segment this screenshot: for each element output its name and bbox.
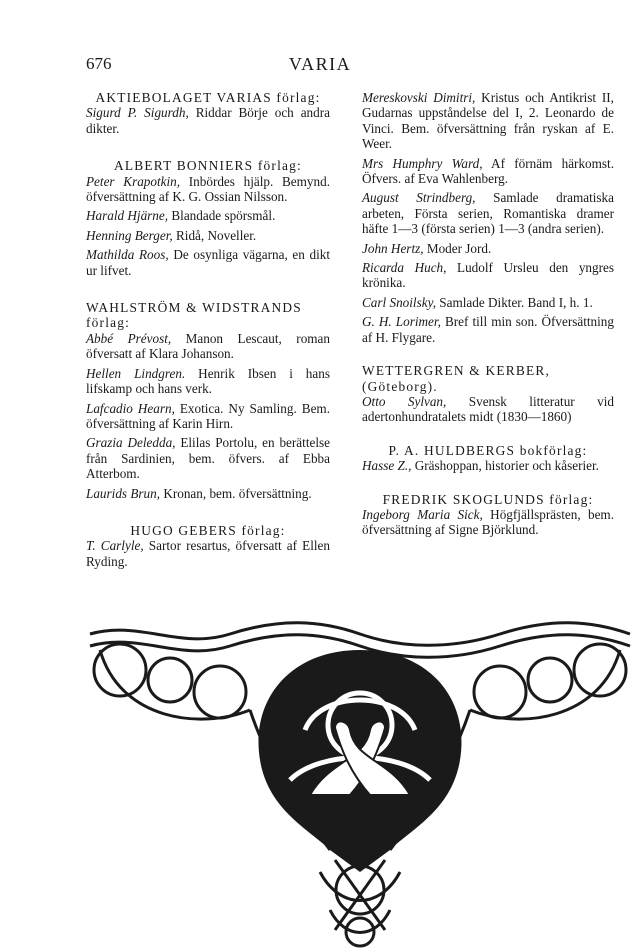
right-column — [362, 90, 614, 542]
book-entry: John Hertz, Moder Jord. — [362, 240, 492, 256]
book-entry: Ingeborg Maria Sick, Högfjällsprästen, bem. öfversättning af Signe Björklund. — [362, 506, 614, 538]
book-entry: Henning Berger, Ridå, Noveller. — [86, 227, 257, 243]
book-entry: Peter Krapotkin, Inbördes hjälp. Bemynd. öfversättning af K. G. Ossian Nilsson. — [86, 173, 331, 205]
book-entry: Harald Hjärne, Blandade spörsmål. — [86, 208, 276, 224]
book-entry: August Strindberg, Samlade dramatiska arbeten, Första serien, Romantiska dramer häfte 1—3 (första serien) 1—3 (andra serien). — [362, 190, 614, 237]
book-entry: G. H. Lorimer, Bref till min son. Öfversättning af H. Flygare. — [362, 314, 614, 345]
page-number: 676 — [86, 54, 112, 73]
book-entry: Otto Sylvan, Svensk litteratur vid adertonhundratalets midt (1830—1860) — [362, 393, 614, 425]
book-entry: Hasse Z., Gräshoppan, historier och kåserier. — [362, 458, 599, 474]
left-column — [86, 90, 330, 573]
book-entry: Laurids Brun, Kronan, bem. öfversättning. — [86, 485, 312, 501]
publisher-heading: P. A. HULDBERGS bokförlag: — [388, 442, 588, 458]
publisher-heading: AKTIEBOLAGET VARIAS förlag: — [95, 90, 321, 105]
book-entry: Grazia Deledda, Elilas Portolu, en berättelse från Sardinien, bem. öfvers. af Ebba Atterbom. — [86, 435, 330, 482]
book-entry: T. Carlyle, Sartor resartus, öfversatt af Ellen Ryding. — [86, 538, 331, 569]
book-entry: Lafcadio Hearn, Exotica. Ny Samling. Bem. öfversättning af Karin Hirn. — [86, 400, 330, 431]
book-entry: Sigurd P. Sigurdh, Riddar Börje och andra dikter. — [86, 105, 330, 136]
running-title: VARIA — [288, 54, 352, 74]
publisher-heading: FREDRIK SKOGLUNDS förlag: — [382, 491, 594, 507]
book-entry: Mathilda Roos, De osynliga vägarna, en dikt ur lifvet. — [86, 247, 330, 278]
book-entry: Abbé Prévost, Manon Lescaut, roman öfversatt af Klara Johanson. — [86, 330, 330, 362]
book-entry: Mereskovski Dimitri, Kristus och Antikrist II, Gudarnas uppståndelse del I, 2. Leonardo de Vinci. Bem. öfversättning från ryskan af E. Weer. — [362, 90, 614, 152]
book-entry: Ricarda Huch, Ludolf Ursleu den yngres krönika. — [362, 260, 614, 291]
book-entry: Mrs Humphry Ward, Af förnäm härkomst. Öfvers. af Eva Wahlenberg. — [362, 155, 614, 187]
publisher-heading: WAHLSTRÖM & WIDSTRANDS förlag: — [86, 300, 302, 331]
book-entry: Hellen Lindgren. Henrik Ibsen i hans lifskamp och hans verk. — [86, 365, 330, 397]
knotwork-birds-ornament — [80, 610, 640, 952]
book-entry: Carl Snoilsky, Samlade Dikter. Band I, h. 1. — [362, 294, 593, 310]
publisher-heading: ALBERT BONNIERS förlag: — [114, 158, 302, 174]
publisher-heading: WETTERGREN & KERBER, (Göteborg). — [362, 363, 551, 394]
publisher-heading: HUGO GEBERS förlag: — [130, 522, 286, 538]
